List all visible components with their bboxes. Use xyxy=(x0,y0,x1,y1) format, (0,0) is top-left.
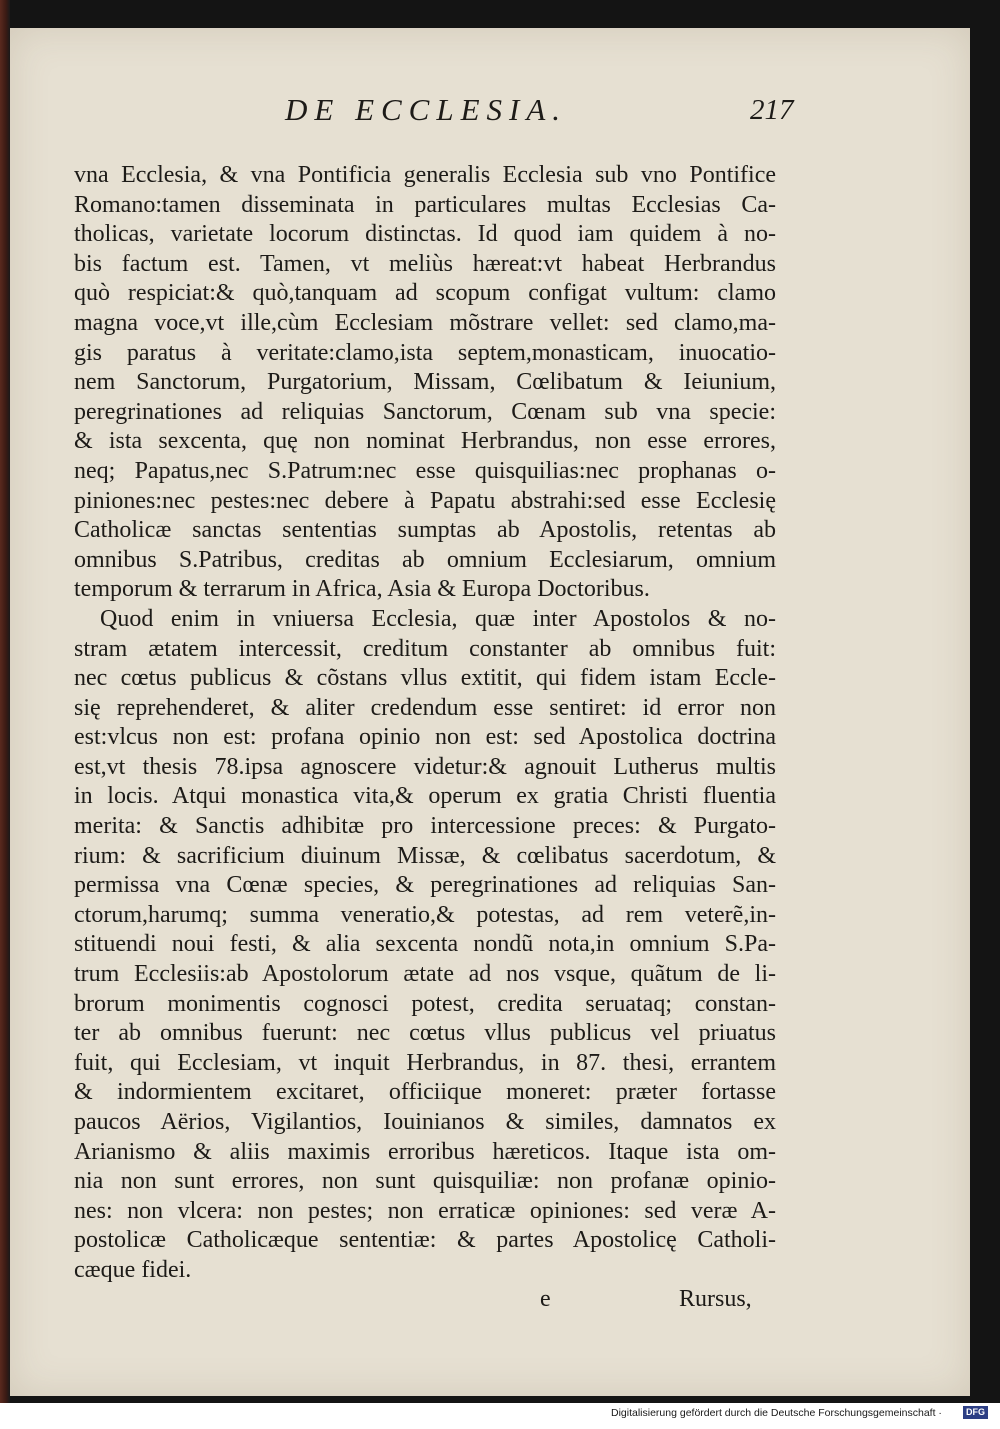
dfg-logo: DFG xyxy=(963,1406,988,1419)
running-head: DE ECCLESIA. xyxy=(285,92,568,127)
text-line: ctorum,harumq; summa veneratio,& potestas, ad rem veterẽ,in- xyxy=(74,901,776,928)
text-line: rium: & sacrificium diuinum Missæ, & cœlibatus sacerdotum, & xyxy=(74,842,776,869)
text-line: bis factum est. Tamen, vt meliùs hæreat:vt habeat Herbrandus xyxy=(74,250,776,277)
text-line: est,vt thesis 78.ipsa agnoscere videtur:& agnouit Lutherus multis xyxy=(74,753,776,780)
page-number: 217 xyxy=(750,94,794,126)
catchword: Rursus, xyxy=(679,1286,752,1312)
text-line: quò respiciat:& quò,tanquam ad scopum configat vultum: clamo xyxy=(74,280,776,307)
text-line: postolicæ Catholicæque sententiæ: & partes Apostolicę Catholi- xyxy=(74,1227,776,1254)
text-line: nem Sanctorum, Purgatorium, Missam, Cœlibatum & Ieiunium, xyxy=(74,369,776,396)
text-line: Quod enim in vniuersa Ecclesia, quæ inter Apostolos & no- xyxy=(100,605,776,632)
body-text xyxy=(74,161,776,1286)
book-page xyxy=(10,28,970,1396)
text-line: nec cœtus publicus & cõstans vllus extitit, qui fidem istam Eccle- xyxy=(74,665,776,692)
text-line: peregrinationes ad reliquias Sanctorum, Cœnam sub vna specie: xyxy=(74,398,776,425)
text-line: Catholicæ sanctas sententias sumptas ab Apostolis, retentas ab xyxy=(74,517,776,544)
text-line: temporum & terrarum in Africa, Asia & Europa Doctoribus. xyxy=(74,576,650,603)
text-line: permissa vna Cœnæ species, & peregrinationes ad reliquias San- xyxy=(74,872,776,899)
text-line: merita: & Sanctis adhibitæ pro intercessione preces: & Purgato- xyxy=(74,813,776,840)
text-line: stituendi noui festi, & alia sexcenta nondũ nota,in omnium S.Pa- xyxy=(74,931,776,958)
book-binding-edge xyxy=(0,0,10,1403)
text-line: paucos Aërios, Vigilantios, Iouinianos & similes, damnatos ex xyxy=(74,1109,776,1135)
text-line: brorum monimentis cognosci potest, credita seruataq; constan- xyxy=(74,990,776,1017)
text-line: się reprehenderet, & aliter credendum esse sentiret: id error non xyxy=(74,694,776,721)
text-line: neq; Papatus,nec S.Patrum:nec esse quisquilias:nec prophanas o- xyxy=(74,457,776,484)
text-line: est:vlcus non est: profana opinio non est: sed Apostolica doctrina xyxy=(74,724,776,751)
digitization-credit: Digitalisierung gefördert durch die Deutsche Forschungsgemeinschaft · xyxy=(611,1407,942,1419)
text-line: & ista sexcenta, quę non nominat Herbrandus, non esse errores, xyxy=(74,428,776,455)
text-line: trum Ecclesiis:ab Apostolorum ætate ad nos vsque, quãtum de li- xyxy=(74,961,776,988)
text-line: in locis. Atqui monastica vita,& operum ex gratia Christi fluentia xyxy=(74,783,776,810)
text-line: omnibus S.Patribus, creditas ab omnium Ecclesiarum, omnium xyxy=(74,546,776,573)
text-line: piniones:nec pestes:nec debere à Papatu abstrahi:sed esse Ecclesię xyxy=(74,487,776,514)
text-line: gis paratus à veritate:clamo,ista septem,monasticam, inuocatio- xyxy=(74,339,776,366)
text-line: Romano:tamen disseminata in particulares multas Ecclesias Ca- xyxy=(74,191,776,218)
text-line: Arianismo & aliis maximis erroribus hæreticos. Itaque ista om- xyxy=(74,1138,776,1165)
text-line: stram ætatem intercessit, creditum constanter ab omnibus fuit: xyxy=(74,635,776,662)
text-line: & indormientem excitaret, officiique moneret: præter fortasse xyxy=(74,1079,776,1106)
text-line: nia non sunt errores, non sunt quisquiliæ: non profanæ opinio- xyxy=(74,1168,776,1195)
text-line: magna voce,vt ille,cùm Ecclesiam mõstrare vellet: sed clamo,ma- xyxy=(74,309,776,336)
text-line: nes: non vlcera: non pestes; non erraticæ opiniones: sed veræ A- xyxy=(74,1197,776,1224)
text-line: fuit, qui Ecclesiam, vt inquit Herbrandus, in 87. thesi, errantem xyxy=(74,1049,776,1076)
text-line: cæque fidei. xyxy=(74,1256,192,1283)
signature-mark: e xyxy=(540,1286,551,1312)
text-line: tholicas, varietate locorum distinctas. Id quod iam quidem à no- xyxy=(74,221,776,248)
text-line: vna Ecclesia, & vna Pontificia generalis Ecclesia sub vno Pontifice xyxy=(74,162,776,188)
text-line: ter ab omnibus fuerunt: nec cœtus vllus publicus vel priuatus xyxy=(74,1020,776,1047)
